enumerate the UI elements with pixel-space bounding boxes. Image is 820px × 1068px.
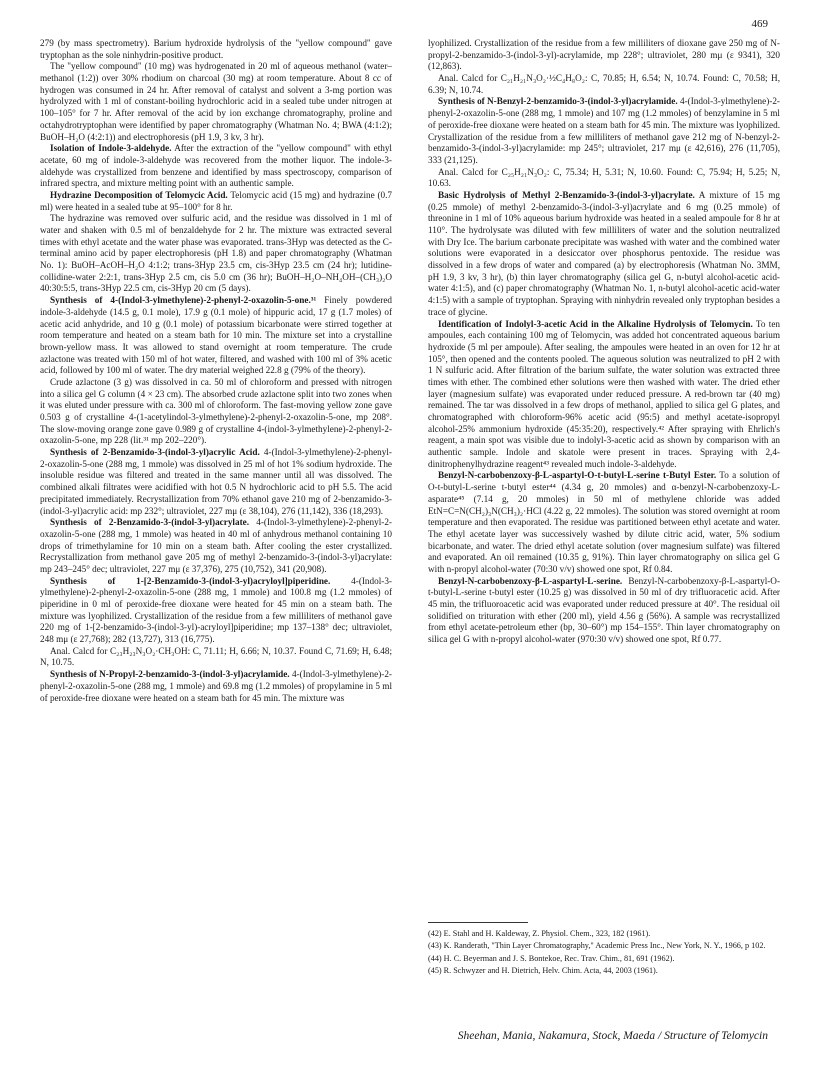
paragraph-text: The "yellow compound" (10 mg) was hydrogenated in 20 ml of aqueous methanol (water–methanol (1:2)) over 30% rhodium on charcoal (30 mg) at room temperature. About 8 cc of hydrogen was consumed in 24 hr. After removal of catalyst and solvent a 3-mg portion was hydrolyzed with 1 ml of constant-boiling hydrochloric acid in a sealed tube under nitrogen at 100–105° for 7 hr. After removal of the acid by ion exchange chromatography, proline and octahydrotryptophan were identified by paper chromatography (Whatman No. 4; BWA (4:1:2); BuOH–H₂O (4:2:1)) and electrophoresis (pH 1.9, 3 kv, 3 hr). — [40, 61, 392, 142]
paragraph-heading: Benzyl-N-carbobenzoxy-β-L-aspartyl-O-t-butyl-L-serine t-Butyl Ester. — [438, 470, 717, 481]
left-column — [40, 38, 392, 704]
paragraph-heading: Identification of Indolyl-3-acetic Acid in the Alkaline Hydrolysis of Telomycin. — [438, 318, 753, 329]
paragraph — [40, 377, 392, 447]
paragraph-heading: Basic Hydrolysis of Methyl 2-Benzamido-3-(indol-3-yl)acrylate. — [438, 189, 695, 200]
paragraph-heading: Synthesis of N-Benzyl-2-benzamido-3-(indol-3-yl)acrylamide. — [438, 96, 678, 107]
paragraph — [428, 576, 780, 646]
paragraph-text: 4-(Indol-3-ylmethylene)-2-phenyl-2-oxazolin-5-one (288 mg, 1 mmole) and 69.8 mg (1.2 mmoles) of propylamine in 5 ml of peroxide-free dioxane were heated on a steam bath for 45 min. The mixture was — [40, 669, 392, 703]
paragraph-heading: Benzyl-N-carbobenzoxy-β-L-aspartyl-L-serine. — [438, 575, 623, 586]
paragraph — [40, 61, 392, 143]
paragraph — [428, 96, 780, 166]
reference-item: (44) H. C. Beyerman and J. S. Bontekoe, Rec. Trav. Chim., 81, 691 (1962). — [428, 953, 675, 963]
reference-item: (43) K. Randerath, "Thin Layer Chromatography," Academic Press Inc., New York, N. Y., 1966, p 102. — [428, 941, 766, 951]
page-number: 469 — [751, 18, 768, 30]
paragraph-text: Telomycic acid (15 mg) and hydrazine (0.7 ml) were heated in a sealed tube at 95–100° for 8 hr. — [40, 189, 392, 212]
paragraph-heading: Synthesis of N-Propyl-2-benzamido-3-(indol-3-yl)acrylamide. — [50, 669, 290, 680]
paragraph — [40, 295, 392, 377]
paragraph-text: Crude azlactone (3 g) was dissolved in ca. 50 ml of chloroform and pressed with nitrogen into a silica gel G column (4 × 23 cm). The absorbed crude azlactone split into two zones when it was eluted under pressure with ca. 300 ml of chloroform. The fast-moving yellow zone gave 0.503 g of crystalline 4-(1-acetylindol-3-ylmethylene)-2-phenyl-2-oxazolin-5-one, mp 208°. The slow-moving orange zone gave 0.989 g of crystalline 4-(indol-3-ylmethylene)-2-phenyl-2-oxazolin-5-one, mp 228 (lit.³¹ mp 202–220°). — [40, 376, 392, 446]
paragraph-text: Anal. Calcd for C₂₁H₂₁N₃O₂·½C₄H₈O₂: C, 70.85; H, 6.54; N, 10.74. Found: C, 70.58; H, 6.39; N, 10.74. — [428, 73, 780, 95]
paragraph-text: To ten ampoules, each containing 100 mg of Telomycin, was added hot concentrated aqueous barium hydroxide (5 ml per ampoule). After sealing, the ampoules were heated in an oven for 12 hr at 105°, then opened and the contents pooled. The aqueous solution was neutralized to pH 2 with 1 N sulfuric acid. After filtration of the barium sulfate, the water solution was extracted three times with ether. The combined ether solutions were then washed with water. The dried ether layer (magnesium sulfate) was evaporated under reduced pressure. A red-brown tar (40 mg) remained. The tar was dissolved in a few drops of methanol, applied to silica gel G plates, and chromatographed with chloroform-96% acetic acid (95:5) and methyl acetate-isopropyl alcohol-25% ammonium hydroxide (45:35:20), respectively.⁴² After spraying with Ehrlich's reagent, a main spot was visible due to indolyl-3-acetic acid as shown by comparison with an authentic sample. Indole and skatole were present in traces. Spraying with 2,4-dinitrophenylhydrazine reagent⁴³ revealed much indole-3-aldehyde. — [428, 318, 780, 469]
paragraph-text: The hydrazine was removed over sulfuric acid, and the residue was dissolved in 1 ml of water and shaken with 0.5 ml of benzaldehyde for 2 hr. The mixture was extracted several times with ethyl acetate and the water phase was evaporated. trans-3Hyp was detected as the C-terminal amino acid by paper electrophoresis (pH 1.8) and paper chromatography (Whatman No. 1): BuOH–AcOH–H₂O 4:1:2; trans-3Hyp 23.5 cm, cis-3Hyp 23.5 cm (24 hr); lutidine-collidine-water 2:2:1, trans-3Hyp 2.5 cm, cis 5.0 cm (36 hr); BuOH–H₂O–NH₄OH–(CH₃)₂O 40:30:5:5, trans-3Hyp 22.5 cm, cis-3Hyp 20 cm (5 days). — [40, 213, 392, 294]
paragraph-heading: Synthesis of 4-(Indol-3-ylmethylene)-2-phenyl-2-oxazolin-5-one.³¹ — [50, 295, 317, 306]
paragraph-text: 4-(Indol-3-ylmethylene)-2-phenyl-2-oxazolin-5-one (288 mg, 1 mmole) and 100.8 mg (1.2 mmoles) of piperidine in 0 ml of peroxide-free dioxane were heated for 45 min on a steam bath. The mixture was lyophilized. Crystallization of the residue from a few milliliters of methanol gave 220 mg of 1-[2-benzamido-3-(indol-3-yl)-acryloyl]piperidine; mp 137–138° dec; ultraviolet, 248 mμ (ε 27,768); 282 (13,727), 313 (16,775). — [40, 575, 392, 645]
paragraph — [40, 190, 392, 213]
paragraph-heading: Isolation of Indole-3-aldehyde. — [50, 143, 172, 154]
right-column — [428, 38, 780, 646]
paragraph — [40, 447, 392, 517]
paragraph — [428, 319, 780, 471]
paragraph-text: Anal. Calcd for C₂₅H₂₁N₃O₂: C, 75.34; H, 5.31; N, 10.60. Found: C, 75.94; H, 5.25; N, 10.63. — [428, 166, 780, 189]
paragraph-text: 279 (by mass spectrometry). Barium hydroxide hydrolysis of the "yellow compound" gave tryptophan as the sole ninhydrin-positive product. — [40, 38, 392, 60]
paragraph — [40, 143, 392, 190]
paragraph — [40, 213, 392, 295]
reference-item: (42) E. Stahl and H. Kaldeway, Z. Physiol. Chem., 323, 182 (1961). — [428, 929, 651, 938]
paragraph — [40, 517, 392, 575]
paragraph-text: 4-(Indol-3-ylmethylene)-2-phenyl-2-oxazolin-5-one (288 mg, 1 mmole) was heated in 40 ml of anhydrous methanol containing 10 drops of trimethylamine for 10 min on a steam bath. After cooling the ester crystallized. Recrystallization from methanol gave 205 mg of methyl 2-benzamido-3-(indol-3-yl)acrylate: mp 243–245° dec; ultraviolet, 227 mμ (ε 37,376), 275 (10,752), 341 (20,908). — [40, 517, 392, 574]
paragraph-text: Finely powdered indole-3-aldehyde (14.5 g, 0.1 mole), 17.9 g (0.1 mole) of hippuric acid, 17 g (1.7 moles) of acetic acid anhydride, and 10 g (0.1 mole) of potassium bicarbonate were stirred together at room temperature and heated on a steam bath for 10 min. The mixture set into a crystalline brown-yellow mass. It was allowed to stand overnight at room temperature. The crude azlactone was treated with 150 ml of hot water, filtered, and washed with 100 ml of 3% acetic acid, followed by 100 ml of water. The dry material weighed 22.8 g (79% of the theory). — [40, 295, 392, 376]
paragraph-text: Benzyl-N-carbobenzoxy-β-L-aspartyl-O-t-butyl-L-serine t-butyl ester (10.25 g) was dissolved in 50 ml of dry trifluoracetic acid. After 45 min, the trifluoroacetic acid was evaporated under reduced pressure at 40°. The residual oil solidified on trituration with ether (200 ml), yield 4.56 g (56%). A sample was recrystallized from ethyl acetate-petroleum ether (bp, 30–60°) mp 154–155°. Thin layer chromatography on silica gel G with n-propyl alcohol-water (970:30 v/v) showed one spot, Rf 0.77. — [428, 575, 780, 645]
paragraph-text: 4-(Indol-3-ylmethylene)-2-phenyl-2-oxazolin-5-one (288 mg, 1 mmole) and 107 mg (1.2 mmoles) of benzylamine in 5 ml of peroxide-free dioxane were heated on a steam bath for 45 min. The mixture was lyophilized. Crystallization of the residue from a few milliliters of methanol gave 212 mg of N-benzyl-2-benzamido-3-(indol-3-yl)acrylamide: mp 245°; ultraviolet, 217 mμ (ε 42,616), 276 (11,705), 333 (21,125). — [428, 96, 780, 165]
paragraph — [40, 576, 392, 646]
paragraph-text: lyophilized. Crystallization of the residue from a few milliliters of dioxane gave 250 mg of N-propyl-2-benzamido-3-(indol-3-yl)-acrylamide, mp 228°; ultraviolet, 280 mμ (ε 9341), 320 (12,863). — [428, 38, 780, 72]
paragraph — [428, 73, 780, 96]
paragraph-text: After the extraction of the "yellow compound" with ethyl acetate, 60 mg of indole-3-aldehyde was recovered from the mother liquor. The indole-3-aldehyde was crystallized from benzene and identified by mass spectroscopy, comparison of infrared spectra, and mixture melting point with an authentic sample. — [40, 143, 392, 189]
paragraph-text: To a solution of O-t-butyl-L-serine t-butyl ester⁴⁴ (4.34 g, 20 mmoles) and α-benzyl-N-carbobenzoxy-L-asparate⁴⁵ (7.14 g, 20 mmoles) in 50 ml of methylene chloride was added EtN=C=N(CH₂)₃N(CH₃)₂·HCl (4.22 g, 22 mmoles). The solution was stored overnight at room temperature and then evaporated. The residue was partitioned between ethyl acetate and water. The ethyl acetate layer was successively washed by dilute citric acid, water, 5% sodium bicarbonate, and water. The dried ethyl acetate solution (over magnesium sulfate) was filtered and evaporated. An oil remained (10.35 g, 91%). Thin layer chromatography on silica gel G with n-propyl alcohol-water (70:30 v/v) showed one spot, Rf 0.84. — [428, 470, 780, 574]
paragraph — [40, 38, 392, 61]
references — [428, 922, 780, 978]
paragraph-heading: Hydrazine Decomposition of Telomycic Acid. — [50, 189, 228, 200]
paragraph — [40, 669, 392, 704]
reference-item: (45) R. Schwyzer and H. Dietrich, Helv. Chim. Acta, 44, 2003 (1961). — [428, 965, 658, 975]
paragraph — [428, 470, 780, 575]
paragraph-text: Anal. Calcd for C₂₃H₂₃N₃O₂·CH₃OH: C, 71.11; H, 6.66; N, 10.37. Found C, 71.69; H, 6.48; N, 10.75. — [40, 645, 392, 668]
paragraph — [428, 190, 780, 319]
paragraph — [428, 38, 780, 73]
paragraph-heading: Synthesis of 2-Benzamido-3-(indol-3-yl)acrylate. — [50, 517, 250, 528]
paragraph-heading: Synthesis of 2-Benzamido-3-(indol-3-yl)acrylic Acid. — [50, 447, 260, 458]
paragraph-heading: Synthesis of 1-[2-Benzamido-3-(indol-3-yl)acryloyl]piperidine. — [50, 575, 331, 586]
reference-divider — [428, 922, 528, 923]
paragraph — [428, 167, 780, 190]
paragraph-text: A mixture of 15 mg (0.25 mmole) of methyl 2-benzamido-3-(indol-3-yl)acrylate and 6 mg (0.25 mmole) of threonine in 1 ml of 10% aqueous barium hydroxide was heated in a sealed ampoule for 8 hr at 110°. The hydrolysate was diluted with few milliliters of water and the solution neutralized with Dry Ice. The barium carbonate precipitate was washed with water and the combined water solutions were evaporated in a desiccator over phosphorus pentoxide. The residue was dissolved in a few drops of water and compared (a) by electrophoresis (Whatman No. 3MM, pH 1.9, 3 kv, 3 hr), (b) thin layer chromatography (silica gel G, n-butyl alcohol-acetic acid-water 4:1:5), and (c) paper chromatography (Whatman No. 1, n-butyl alcohol-acetic acid-water 4:1:5) with a sample of tryptophan. Spraying with ninhydrin revealed only tryptophan besides a trace of glycine. — [428, 189, 780, 317]
running-footer: Sheehan, Mania, Nakamura, Stock, Maeda / Structure of Telomycin — [457, 1030, 768, 1042]
paragraph — [40, 646, 392, 669]
paragraph-text: 4-(Indol-3-ylmethylene)-2-phenyl-2-oxazolin-5-one (288 mg, 1 mmole) was dissolved in 25 ml of hot 1% sodium hydroxide. The insoluble residue was filtered and treated in the same manner until all was dissolved. The combined alkali filtrates were acidified with hot 0.5 N hydrochloric acid to pH 5.5. The acid precipitated immediately. Recrystallization from 70% ethanol gave 210 mg of 2-benzamido-3-(indol-3-yl)acrylic acid: mp 232°; ultraviolet, 227 mμ (ε 38,104), 276 (11,142), 336 (18,293). — [40, 447, 392, 516]
